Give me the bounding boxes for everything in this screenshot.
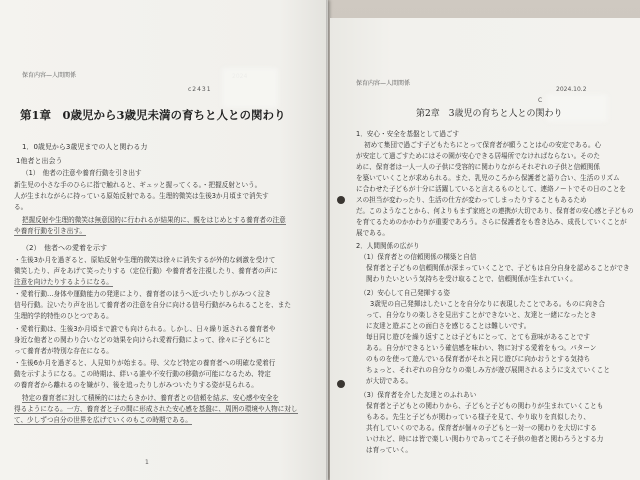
punch-hole: [337, 196, 345, 204]
text-line: を築いていくことが求められる。また、乳児のころから保護者と語り合い、生活のリズム: [356, 174, 620, 182]
text-line: ちょっと、それぞれの自分なりの楽しみ方が遊び展開されるように支えていくこと: [366, 366, 610, 374]
section-title: 1．0歳児から3歳児までの人と関わる力: [22, 143, 148, 151]
text-line: ・愛着行動…身体や運動能力の発達により、養育者のほうへ近づいたりしがみつく泣き: [14, 290, 272, 298]
section-title: 1．安心・安全を基盤として過ごす: [356, 130, 460, 138]
text-line: ・生後6か月を過ぎると、人見知りが始まる。母、父など特定の養育者への明確な愛着行: [14, 359, 276, 367]
text-line: 共有していくのである。保育者が個々の子どもと一対一の関わりを大切にする: [366, 424, 597, 432]
text-line: は育っていく。: [366, 446, 413, 454]
text-line: 生理的学的特性のひとつである。: [14, 312, 113, 320]
subsection-heading: （2） 他者への愛着を示す: [22, 244, 107, 252]
text-line: が大切である。: [366, 377, 413, 385]
text-line: を育てるためのかかわりが重要であろう。さらに保護者をも巻き込み、成長していくことが: [356, 218, 627, 226]
subsection-heading: （1）保育者との信頼関係の構築と自信: [360, 253, 477, 261]
text-line: 把握反射や生理的微笑は無意図的に行われるが結果的に、親をはじめとする養育者の注意: [22, 216, 286, 224]
text-line: もある。先生と子どもが関わっている様子を見て、やり取りを真似したり、: [366, 413, 590, 421]
left-student-id: c2431: [188, 86, 212, 93]
text-line: 微笑したり、声をあげて笑ったりする（定位行動）や養育者を注視したり、養育者の声に: [14, 267, 278, 275]
text-line: 初めて集団で過ごす子どもたちにとって保育者が願うことは心の安定である。心: [364, 141, 602, 149]
redaction-blur: [222, 68, 278, 108]
subsection-heading: （2）安心して自己発揮する姿: [360, 289, 450, 297]
left-header: 保育内容—人間関係: [22, 72, 77, 79]
text-line: って養育者が特別な存在になる。: [14, 347, 113, 355]
text-line: ・愛着行動は、生後3か月頃まで誰でも向けられる。しかし、日々繰り返される養育者や: [14, 325, 276, 333]
text-line: や養育行動を引き出す。: [14, 227, 87, 235]
text-line: だ。このようなことから、何よりもまず家庭との連携が大切であり、保育者の安心感と子どもの: [356, 207, 634, 215]
text-line: る。: [14, 203, 28, 211]
right-date: 2024.10.2: [556, 86, 587, 93]
text-line: 動を示すようになる。この時期は、絆いる誰や不安行動の移動が可能になるため、特定: [14, 370, 271, 378]
text-line: めに、保育者は一人一人の子供に受容的に関わりながらそれぞれの子供と信頼関係: [356, 163, 600, 171]
text-line: 信号行動。泣いたり声を出して養育者の注意を自分に向ける信号行動がみられることを、また: [14, 301, 291, 309]
text-line: 関わりたいという気持ちを受け取ることで、信頼関係が生まれていく。: [366, 275, 577, 283]
text-line: に合わせた子どもが十分に活躍していると言えるものとして、連絡ノートでその日のことを: [356, 185, 627, 193]
subsection-title: 1他者と出会う: [16, 157, 63, 165]
right-student-id: C: [538, 97, 543, 104]
text-line: 特定の養育者に対して積極的にはたらきかけ、養育者との信頼を結ぶ、安心感や安全を: [22, 394, 280, 402]
text-line: 得るようになる。一方、養育者と子の間に形成された安心感を基盤に、周囲の環境や人物に対し: [14, 405, 298, 413]
text-line: 展である。: [356, 229, 389, 237]
text-line: いけれど、時には皆で楽しい関わりであってこそ子供の他者と関わろうとする力: [366, 435, 604, 443]
section-title: 2．人間関係の広がり: [356, 242, 420, 250]
text-line: て、少しずつ自分の世界を広げていくのもこの時期である。: [14, 416, 192, 424]
right-page: [330, 18, 640, 480]
text-line: 新生児の小さな手のひらに指で触れると、ギュッと握ってくる。・把握反射という。: [14, 181, 262, 189]
page-number: 1: [145, 459, 149, 466]
chapter-title: 第1章 0歳児から3歳児未満の育ちと人との関わり: [20, 108, 286, 122]
text-line: 人が生まれながらに持っている原始反射である。生理的微笑は生後3か月頃まで消失す: [14, 192, 269, 200]
text-line: 注意を向けたりするようになる。: [14, 278, 113, 286]
text-line: に友達と遊ぶことの面白さを感じることは難しいです。: [366, 322, 531, 330]
text-line: 身近な他者との関わり合いなどの効果を向けられ愛着行動によって、徐々に子どもにと: [14, 336, 272, 344]
text-line: 保育者と子どもとの関わりから、子どもと子どもの関わりが生まれていくことも: [366, 402, 604, 410]
text-line: 3歳児の自己発揮はしたいことを自分なりに表現したことである。ものに向き合: [370, 300, 605, 308]
right-header: 保育内容—人間関係: [356, 80, 411, 87]
text-line: 毎日同じ遊びを繰り返すことは子どもにとって、とても意味があることです: [366, 333, 590, 341]
subsection-heading: （3）保育者を介した友達とのふれあい: [360, 391, 477, 399]
subsection-heading: （1） 他者の注意や養育行動を引き出す: [22, 169, 142, 177]
text-line: 保育者と子どもの信頼関係が深まっていくことで、子どもは自分自身を認めることができ: [366, 264, 630, 272]
text-line: ある。自分ができるという確信感を味わい、物に対する愛着をもつ。パターン: [366, 344, 597, 352]
text-line: って、自分なりの楽しさを見出すことができないと、友達と一緒になったとき: [366, 311, 597, 319]
text-line: ・生後3か月を過ぎると、原始反射や生理的微笑は徐々に消失するが外的な刺激を受けて: [14, 256, 276, 264]
text-line: が安定して過ごすためにはその園が安心できる居場所でなければならない。そのた: [356, 152, 600, 160]
text-line: のものを使って遊んでいる保育者がそれと同じ遊びに向かおうとする気持ち: [366, 355, 591, 363]
punch-hole: [337, 380, 345, 388]
chapter-title: 第2章 3歳児の育ちと人との関わり: [416, 109, 563, 119]
text-line: の養育者から離れるのを嫌がり、後を追ったりしがみついたりする姿が見られる。: [14, 381, 258, 389]
text-line: スの担当が変わったり、生活の仕方が変わってしまったりすることもあるため: [356, 196, 587, 204]
